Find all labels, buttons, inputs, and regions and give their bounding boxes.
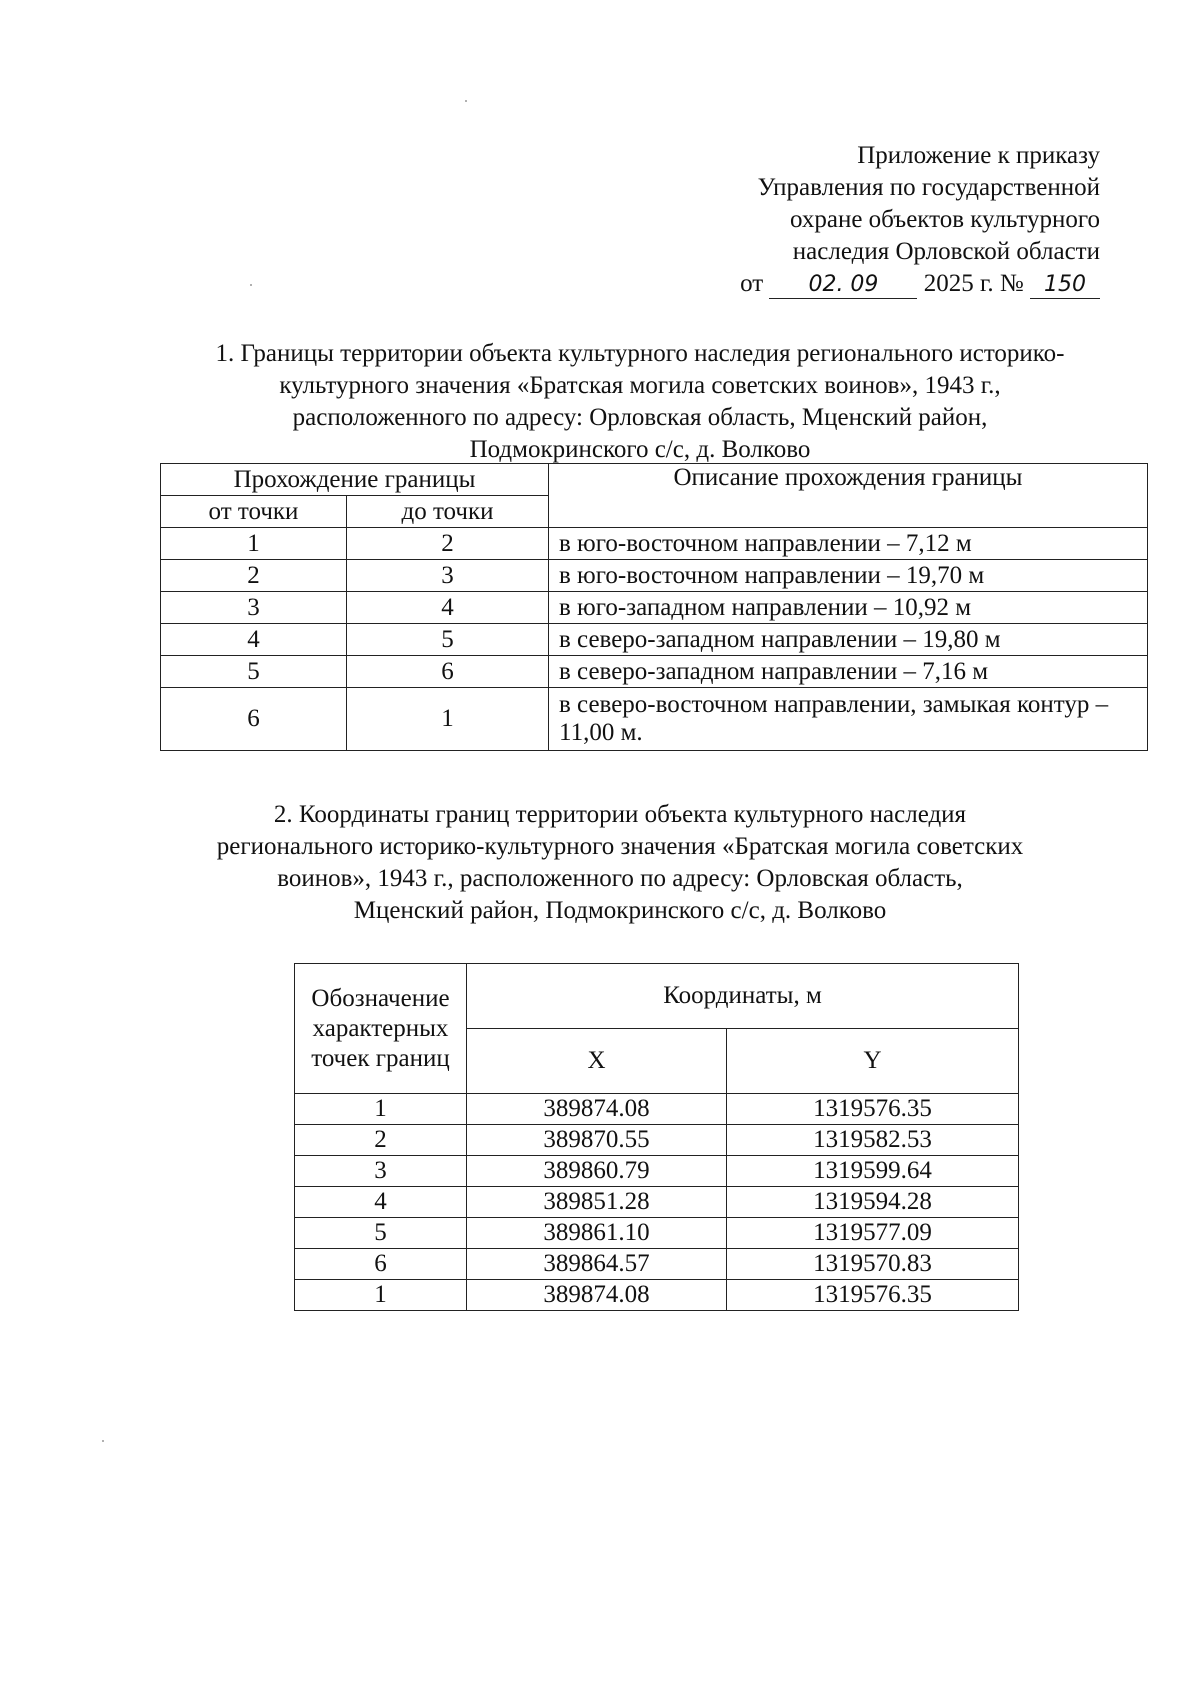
header-line-4: наследия Орловской области <box>792 238 1100 265</box>
from-point-cell: 1 <box>161 528 347 560</box>
y-cell: 1319582.53 <box>727 1125 1019 1156</box>
x-cell: 389864.57 <box>467 1249 727 1280</box>
from-point-cell: 6 <box>161 688 347 751</box>
point-cell: 1 <box>295 1280 467 1311</box>
table-row <box>295 1125 1019 1156</box>
y-cell: 1319570.83 <box>727 1249 1019 1280</box>
from-point-cell: 5 <box>161 656 347 688</box>
to-point-cell: 4 <box>347 592 549 624</box>
x-cell: 389861.10 <box>467 1218 727 1249</box>
section1-title-line: расположенного по адресу: Орловская область, Мценский район, <box>292 404 988 431</box>
handwritten-date: 02. 09 <box>769 272 917 299</box>
y-cell: 1319577.09 <box>727 1218 1019 1249</box>
description-cell: в северо-восточном направлении, замыкая контур – 11,00 м. <box>549 688 1148 751</box>
y-cell: 1319576.35 <box>727 1094 1019 1125</box>
header-boundary-description: Описание прохождения границы <box>549 464 1148 528</box>
from-point-cell: 4 <box>161 624 347 656</box>
header-line-3: охране объектов культурного <box>789 206 1100 233</box>
y-cell: 1319594.28 <box>727 1187 1019 1218</box>
table-row <box>161 560 1148 592</box>
table-row <box>295 1156 1019 1187</box>
description-cell: в юго-западном направлении – 10,92 м <box>549 592 1148 624</box>
header-line-1: Приложение к приказу <box>857 142 1100 169</box>
year-text: 2025 г. № <box>923 270 1024 297</box>
to-point-cell: 1 <box>347 688 549 751</box>
x-cell: 389851.28 <box>467 1187 727 1218</box>
section2-title-line: Мценский район, Подмокринского с/с, д. Волково <box>353 897 887 924</box>
x-cell: 389870.55 <box>467 1125 727 1156</box>
header-coordinates: Координаты, м <box>467 964 1019 1029</box>
section1-title-line: 1. Границы территории объекта культурного наследия регионального историко- <box>215 340 1065 367</box>
to-point-cell: 6 <box>347 656 549 688</box>
scan-speck <box>102 1440 104 1442</box>
table-row <box>161 624 1148 656</box>
table-row <box>161 592 1148 624</box>
boundary-description-table <box>160 463 1148 751</box>
description-cell: в юго-восточном направлении – 19,70 м <box>549 560 1148 592</box>
point-cell: 4 <box>295 1187 467 1218</box>
x-cell: 389860.79 <box>467 1156 727 1187</box>
header-boundary-passage: Прохождение границы <box>161 464 549 496</box>
scan-speck <box>465 100 467 102</box>
section1-title-line: Подмокринского с/с, д. Волково <box>469 436 811 463</box>
table-row <box>295 1094 1019 1125</box>
table-row <box>295 1249 1019 1280</box>
table-row <box>161 656 1148 688</box>
to-point-cell: 3 <box>347 560 549 592</box>
to-point-cell: 2 <box>347 528 549 560</box>
header-from-point: от точки <box>161 496 347 528</box>
to-point-cell: 5 <box>347 624 549 656</box>
table-row <box>295 1187 1019 1218</box>
section2-title-line: воинов», 1943 г., расположенного по адресу: Орловская область, <box>277 865 963 892</box>
header-y: Y <box>727 1029 1019 1094</box>
section2-title-line: регионального историко-культурного значения «Братская могила советских <box>216 833 1024 860</box>
header-to-point: до точки <box>347 496 549 528</box>
section2-title-line: 2. Координаты границ территории объекта культурного наследия <box>273 801 967 828</box>
order-appendix-header <box>640 140 1100 300</box>
header-date-line <box>640 268 1100 300</box>
coordinates-table <box>294 963 1019 1311</box>
from-point-cell: 3 <box>161 592 347 624</box>
section1-title <box>150 338 1130 466</box>
y-cell: 1319576.35 <box>727 1280 1019 1311</box>
point-cell: 1 <box>295 1094 467 1125</box>
table-row <box>295 1218 1019 1249</box>
x-cell: 389874.08 <box>467 1094 727 1125</box>
x-cell: 389874.08 <box>467 1280 727 1311</box>
y-cell: 1319599.64 <box>727 1156 1019 1187</box>
header-point-designation: Обозначение характерных точек границ <box>295 964 467 1094</box>
point-cell: 6 <box>295 1249 467 1280</box>
description-cell: в северо-западном направлении – 7,16 м <box>549 656 1148 688</box>
description-cell: в северо-западном направлении – 19,80 м <box>549 624 1148 656</box>
date-prefix: от <box>740 270 764 297</box>
point-cell: 2 <box>295 1125 467 1156</box>
header-x: X <box>467 1029 727 1094</box>
description-cell: в юго-восточном направлении – 7,12 м <box>549 528 1148 560</box>
point-cell: 5 <box>295 1218 467 1249</box>
table-row <box>295 1280 1019 1311</box>
point-cell: 3 <box>295 1156 467 1187</box>
handwritten-order-number: 150 <box>1030 272 1100 299</box>
section1-title-line: культурного значения «Братская могила советских воинов», 1943 г., <box>279 372 1001 399</box>
table-row <box>161 688 1148 751</box>
header-line-2: Управления по государственной <box>757 174 1100 201</box>
from-point-cell: 2 <box>161 560 347 592</box>
table-row <box>161 528 1148 560</box>
scan-speck <box>250 284 252 286</box>
section2-title <box>170 799 1070 927</box>
